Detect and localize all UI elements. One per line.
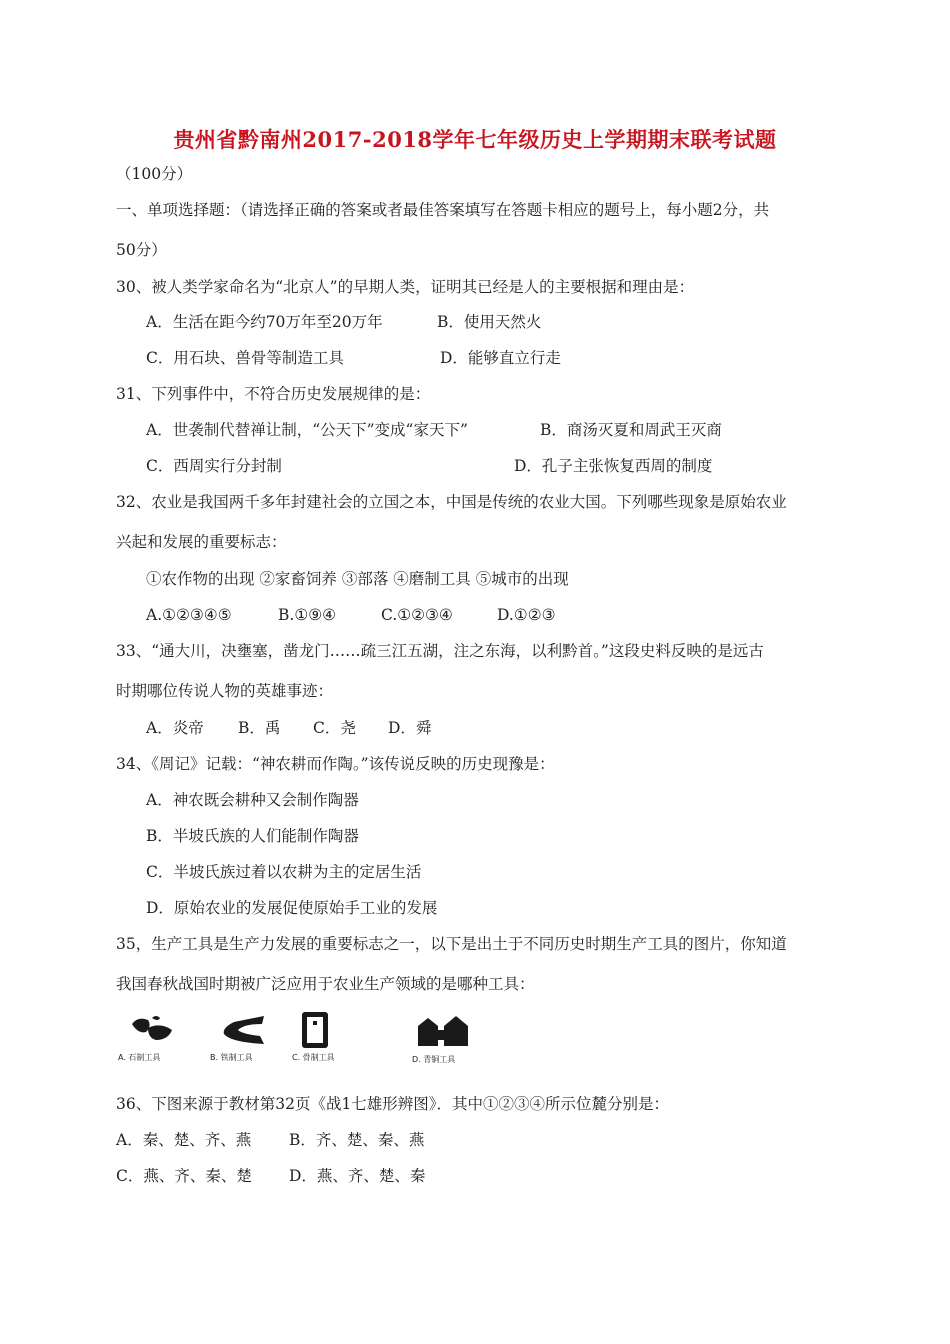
question-36-stem: 36、下图来源于教材第32页《战1七雄形辨图》．其中①②③④所示位麓分别是： bbox=[116, 1095, 670, 1113]
question-31-option-d: D．孔子主张恢复西周的制度 bbox=[514, 457, 713, 475]
question-33-option-c: C．尧 bbox=[313, 719, 356, 737]
tool-label-b: B. 铁制工具 bbox=[210, 1053, 253, 1062]
question-34-option-d: D．原始农业的发展促使原始手工业的发展 bbox=[146, 899, 438, 917]
question-33-option-a: A．炎帝 bbox=[146, 719, 204, 737]
question-30-option-a: A．生活在距今约70万年至20万年 bbox=[146, 313, 383, 331]
tool-label-d: D. 青铜工具 bbox=[412, 1055, 456, 1064]
question-34-option-a: A．神农既会耕种又会制作陶器 bbox=[146, 791, 359, 809]
section-heading-line-1: 一、单项选择题：（请选择正确的答案或者最佳答案填写在答题卡相应的题号上，每小题2分，共 bbox=[116, 201, 770, 219]
bone-tool-image bbox=[300, 1010, 330, 1050]
question-36-option-d: D．燕、齐、楚、秦 bbox=[289, 1167, 426, 1185]
question-33-stem-line-2: 时期哪位传说人物的英雄事迹： bbox=[116, 682, 334, 700]
question-32-option-d: D.①②③ bbox=[497, 606, 556, 624]
question-36-option-b: B．齐、楚、秦、燕 bbox=[289, 1131, 425, 1149]
question-30-stem: 30、被人类学家命名为“北京人”的早期人类，证明其已经是人的主要根据和理由是： bbox=[116, 278, 695, 296]
question-31-option-b: B．商汤灭夏和周武王灭商 bbox=[540, 421, 722, 439]
question-31-option-a: A．世袭制代替禅让制，“公天下”变成“家天下” bbox=[146, 421, 468, 439]
section-heading-line-2: 50分） bbox=[116, 241, 167, 259]
total-score: （100分） bbox=[116, 165, 193, 183]
tool-label-c: C. 骨制工具 bbox=[292, 1053, 335, 1062]
question-35-stem-line-2: 我国春秋战国时期被广泛应用于农业生产领域的是哪种工具： bbox=[116, 975, 535, 993]
stone-tool-image bbox=[130, 1014, 174, 1044]
tool-label-a: A. 石制工具 bbox=[118, 1053, 161, 1062]
bronze-tool-image bbox=[414, 1014, 470, 1052]
question-32-option-b: B.①⑨④ bbox=[278, 606, 337, 624]
tool-images-figure bbox=[116, 1010, 486, 1068]
question-34-option-c: C．半坡氏族过着以农耕为主的定居生活 bbox=[146, 863, 422, 881]
question-35-stem-line-1: 35，生产工具是生产力发展的重要标志之一，以下是出土于不同历史时期生产工具的图片，你知道 bbox=[116, 935, 787, 953]
question-32-option-a: A.①②③④⑤ bbox=[146, 606, 232, 624]
question-36-option-a: A．秦、楚、齐、燕 bbox=[116, 1131, 252, 1149]
question-31-option-c: C．西周实行分封制 bbox=[146, 457, 282, 475]
question-34-stem: 34、《周记》记载：“神农耕而作陶。”该传说反映的历史现豫是： bbox=[116, 755, 555, 773]
question-32-option-c: C.①②③④ bbox=[381, 606, 453, 624]
question-34-option-b: B．半坡氏族的人们能制作陶器 bbox=[146, 827, 359, 845]
question-31-stem: 31、下列事件中，不符合历史发展规律的是： bbox=[116, 385, 431, 403]
question-33-stem-line-1: 33、“通大川，决壅塞，凿龙门……疏三江五湖，注之东海，以利黔首。”这段史料反映的是远古 bbox=[116, 642, 764, 660]
question-32-stem-line-1: 32、农业是我国两千多年封建社会的立国之本，中国是传统的农业大国。下列哪些现象是原始农业 bbox=[116, 493, 787, 511]
iron-tool-image bbox=[220, 1014, 266, 1046]
question-30-option-d: D．能够直立行走 bbox=[440, 349, 561, 367]
page-title: 贵州省黔南州2017-2018学年七年级历史上学期期末联考试题 bbox=[173, 127, 777, 152]
question-32-stem-line-2: 兴起和发展的重要标志： bbox=[116, 533, 287, 551]
question-33-option-b: B．禹 bbox=[238, 719, 281, 737]
question-33-option-d: D．舜 bbox=[388, 719, 432, 737]
question-32-items: ①农作物的出现 ②家畜饲养 ③部落 ④磨制工具 ⑤城市的出现 bbox=[146, 570, 569, 588]
question-30-option-c: C．用石块、兽骨等制造工具 bbox=[146, 349, 344, 367]
question-30-option-b: B．使用天然火 bbox=[437, 313, 542, 331]
question-36-option-c: C．燕、齐、秦、楚 bbox=[116, 1167, 252, 1185]
